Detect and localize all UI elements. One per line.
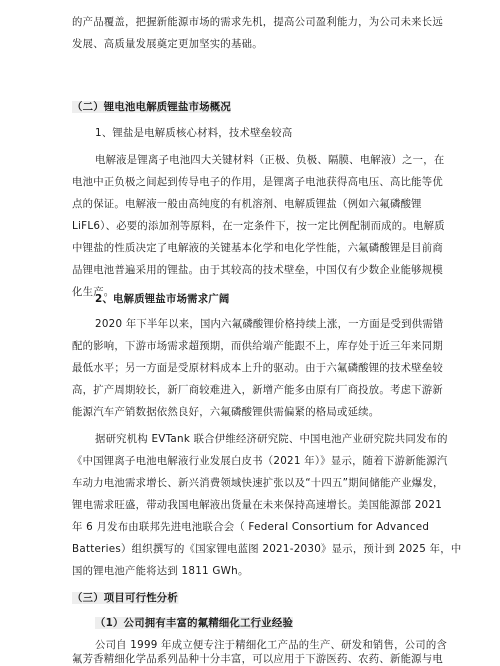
para1-line-4: LiFL6）、必要的添加剂等原料，在一定条件下，按一定比例配制而成的。电解质 <box>72 220 445 232</box>
para3-line-2: 《中国锂离子电池电解液行业发展白皮书（2021 年）》显示，随着下游新能源汽 <box>72 455 448 467</box>
para3-line-6: Batteries）组织撰写的《国家锂电蓝图 2021-2030》显示，预计到 2025 年，中 <box>72 543 462 555</box>
para3-line-1: 据研究机构 EVTank 联合伊维经济研究院、中国电池产业研究院共同发布的 <box>95 433 448 445</box>
para4-line-2: 氟芳香精细化学品系列品种十分丰富，可以应用于下游医药、农药、新能源与电 <box>72 653 443 665</box>
subheading-text: （1）公司拥有丰富的氟精细化工行业经验 <box>95 617 294 629</box>
subheading-market-demand: 2、电解质锂盐市场需求广阔 <box>95 293 230 305</box>
intro-line-2: 发展、高质量发展奠定更加坚实的基础。 <box>72 38 263 50</box>
para1-line-1: 电解液是锂离子电池四大关键材料（正极、负极、隔膜、电解液）之一，在 <box>95 154 445 166</box>
para1-line-2: 电池中正负极之间起到传导电子的作用，是锂离子电池获得高电压、高比能等优 <box>72 176 443 188</box>
intro-line-1: 的产品覆盖，把握新能源市场的需求先机，提高公司盈利能力，为公司未来长远 <box>72 16 443 28</box>
para4-line-1: 公司自 1999 年成立便专注于精细化工产品的生产、研发和销售，公司的含 <box>95 639 448 651</box>
para2-line-3: 最低水平；另一方面是受原材料成本上升的驱动。由于六氟磷酸锂的技术壁垒较 <box>72 362 443 374</box>
para3-line-3: 车动力电池需求增长、新兴消费领域快速扩张以及“十四五”期间储能产业爆发， <box>72 477 444 489</box>
para3-line-4: 锂电需求旺盛，带动我国电解液出货量在未来保持高速增长。美国能源部 2021 <box>72 499 443 511</box>
para2-line-2: 配的影响，下游市场需求超预期，而供给端产能跟不上，库存处于近三年来同期 <box>72 340 443 352</box>
section-heading-market-overview <box>72 100 494 114</box>
para1-line-3: 点的保证。电解液一般由高纯度的有机溶剂、电解质锂盐（例如六氟磷酸锂 <box>72 198 422 210</box>
section-heading-feasibility <box>72 591 494 605</box>
para3-line-5: 年 6 月发布由联邦先进电池联合会（ Federal Consortium for Advanced <box>72 521 430 533</box>
subheading-fluorine-experience <box>95 616 494 630</box>
para3-line-7: 国的锂电池产能将达到 1811 GWh。 <box>72 565 249 577</box>
subheading-lithium-salt-core: 1、锂盐是电解质核心材料，技术壁垒较高 <box>95 127 293 139</box>
para2-line-1: 2020 年下半年以来，国内六氟磷酸锂价格持续上涨，一方面是受到供需错 <box>95 318 444 330</box>
para1-line-7: 化生产。 <box>72 286 115 298</box>
para1-line-6: 品锂电池普遍采用的锂盐。由于其较高的技术壁垒，中国仅有少数企业能够规模 <box>72 264 443 276</box>
para1-line-5: 中锂盐的性质决定了电解液的关键基本化学和电化学性能，六氟磷酸锂是目前商 <box>72 242 443 254</box>
para2-line-5: 能源汽车产销数据依然良好，六氟磷酸锂供需偏紧的格局或延续。 <box>72 406 380 418</box>
section-heading-text: （二）锂电池电解质锂盐市场概况 <box>72 101 231 113</box>
para2-line-4: 高，扩产周期较长，新厂商较难进入，新增产能多由原有厂商投放。考虑下游新 <box>72 384 443 396</box>
section-heading-text: （三）项目可行性分析 <box>72 592 178 604</box>
